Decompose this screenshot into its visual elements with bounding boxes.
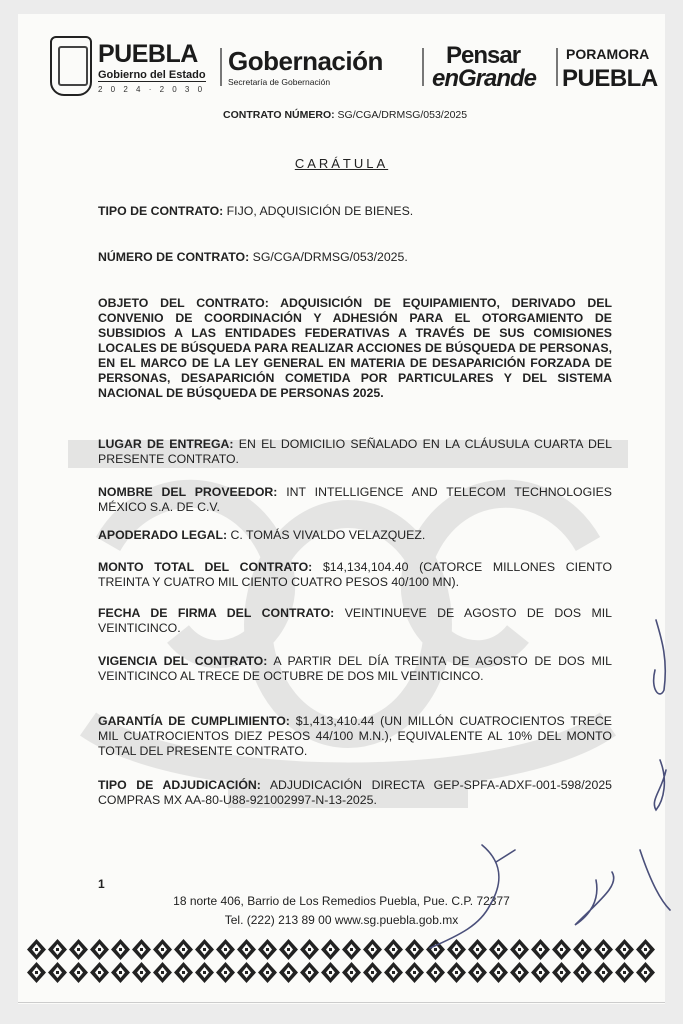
field-label: FECHA DE FIRMA DEL CONTRATO: xyxy=(98,606,335,620)
logo-poramor-line1: PORAMORA xyxy=(566,46,650,62)
footer-line xyxy=(18,1002,665,1003)
logo-pensar-line2: enGrande xyxy=(432,65,537,92)
field-label: VIGENCIA DEL CONTRATO: xyxy=(98,654,268,668)
field-tipo-adjudicacion xyxy=(98,778,612,808)
field-nombre-proveedor xyxy=(98,485,612,515)
field-value: EN EL DOMICILIO SEÑALADO EN LA CLÁUSULA CUARTA DEL PRESENTE CONTRATO. xyxy=(98,437,612,466)
field-lugar-entrega xyxy=(98,437,612,467)
document-title: CARÁTULA xyxy=(294,156,389,171)
field-value: $1,413,410.44 (UN MILLÓN CUATROCIENTOS TRECE MIL CUATROCIENTOS DIEZ PESOS 44/100 M.N.), EQUIVALENTE AL 10% DEL MONTO TOTAL DEL PRESENTE CONTRATO. xyxy=(98,714,612,758)
field-label: MONTO TOTAL DEL CONTRATO: xyxy=(98,560,313,574)
field-value: $14,134,104.40 (CATORCE MILLONES CIENTO TREINTA Y CUATRO MIL CIENTO CUATRO PESOS 40/100 MN). xyxy=(98,560,613,589)
field-label: TIPO DE ADJUDICACIÓN: xyxy=(98,778,261,792)
footer-contact: Tel. (222) 213 89 00 www.sg.puebla.gob.mx xyxy=(224,913,459,927)
field-value: VEINTINUEVE DE AGOSTO DE DOS MIL VEINTICINCO. xyxy=(98,606,612,635)
contract-number-header xyxy=(223,109,467,121)
header-divider xyxy=(556,48,558,86)
field-objeto-contrato xyxy=(98,296,612,401)
logo-poramor-line2: PUEBLA xyxy=(562,65,658,92)
field-value: FIJO, ADQUISICIÓN DE BIENES. xyxy=(226,204,414,218)
logo-gobernacion-subtitle: Secretaría de Gobernación xyxy=(228,77,331,87)
document-page xyxy=(18,14,665,1004)
decorative-border-icon xyxy=(26,938,656,984)
field-label: OBJETO DEL CONTRATO: xyxy=(98,296,269,310)
logo-gobernacion-title: Gobernación xyxy=(228,46,383,76)
field-value: C. TOMÁS VIVALDO VELAZQUEZ. xyxy=(230,528,426,542)
header-logos xyxy=(50,36,660,96)
logo-pensar-line1: Pensar xyxy=(446,42,521,69)
header-divider xyxy=(220,48,222,86)
field-value: ADQUISICIÓN DE EQUIPAMIENTO, DERIVADO DEL CONVENIO DE COORDINACIÓN Y ADHESIÓN PARA EL OTORGAMIENTO DE SUBSIDIOS A LAS ENTIDADES FEDERATIVAS A TRAVÉS DE SUS COMISIONES LOCALES DE BÚSQUEDA PARA REALIZAR ACCIONES DE BÚSQUEDA DE PERSONAS, EN EL MARCO DE LA LEY GENERAL EN MATERIA DE DESAPARICIÓN FORZADA DE PERSONAS, DESAPARICIÓN COMETIDA POR PARTICULARES Y DEL SISTEMA NACIONAL DE BÚSQUEDA DE PERSONAS 2025. xyxy=(98,296,612,400)
field-label: TIPO DE CONTRATO: xyxy=(98,204,224,218)
field-label: LUGAR DE ENTREGA: xyxy=(98,437,234,451)
field-value: INT INTELLIGENCE AND TELECOM TECHNOLOGIES MÉXICO S.A. DE C.V. xyxy=(98,485,613,514)
field-numero-contrato xyxy=(98,250,612,265)
logo-puebla-subtitle: Gobierno del Estado xyxy=(98,69,206,81)
logo-puebla-years: 2 0 2 4 · 2 0 3 0 xyxy=(98,85,206,94)
field-tipo-contrato xyxy=(98,204,612,219)
footer-address: 18 norte 406, Barrio de Los Remedios Puebla, Pue. C.P. 72377 xyxy=(173,894,510,908)
logo-puebla-title: PUEBLA xyxy=(98,40,198,68)
field-value: ADJUDICACIÓN DIRECTA GEP-SPFA-ADXF-001-598/2025 COMPRAS MX AA-80-U88-921002997-N-13-2025. xyxy=(98,778,612,807)
field-value: A PARTIR DEL DÍA TREINTA DE AGOSTO DE DOS MIL VEINTICINCO AL TRECE DE OCTUBRE DE DOS MIL VEINTICINCO. xyxy=(98,654,612,683)
field-value: SG/CGA/DRMSG/053/2025. xyxy=(252,250,408,264)
field-label: GARANTÍA DE CUMPLIMIENTO: xyxy=(98,714,290,728)
field-garantia xyxy=(98,714,612,759)
field-monto-total xyxy=(98,560,612,590)
field-label: APODERADO LEGAL: xyxy=(98,528,228,542)
field-apoderado-legal xyxy=(98,528,612,543)
contract-number-value: SG/CGA/DRMSG/053/2025 xyxy=(337,109,468,121)
footer-address-block xyxy=(18,892,665,930)
field-fecha-firma xyxy=(98,606,612,636)
field-label: NÚMERO DE CONTRATO: xyxy=(98,250,250,264)
state-seal-icon xyxy=(50,36,92,96)
page-number: 1 xyxy=(98,877,105,891)
field-vigencia xyxy=(98,654,612,684)
contract-number-label: CONTRATO NÚMERO: xyxy=(223,109,335,121)
header-divider xyxy=(422,48,424,86)
field-label: NOMBRE DEL PROVEEDOR: xyxy=(98,485,278,499)
